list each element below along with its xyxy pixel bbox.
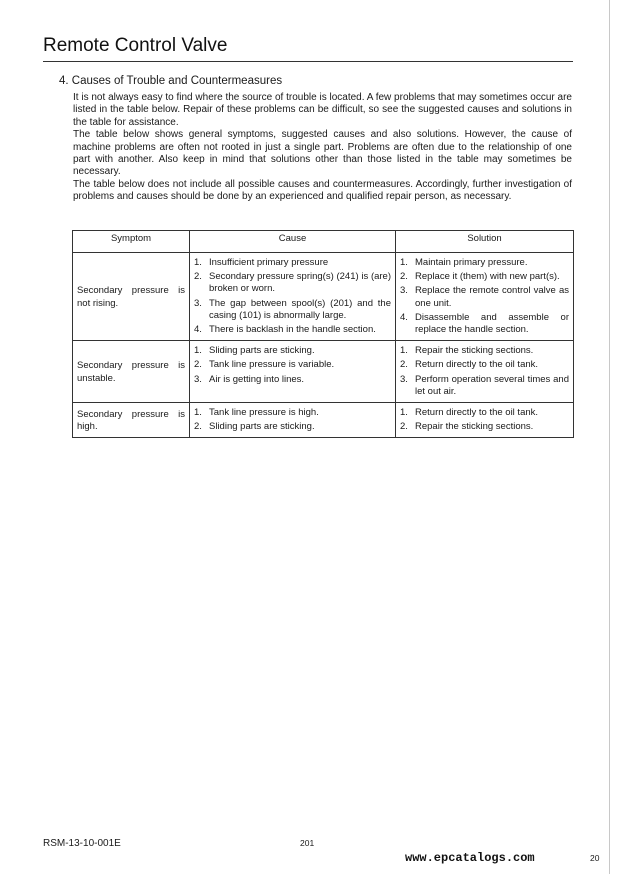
cause-item-text: Sliding parts are sticking. bbox=[209, 345, 315, 357]
solution-item-number: 1. bbox=[400, 257, 408, 268]
solution-item bbox=[400, 257, 569, 269]
page-number: 201 bbox=[300, 838, 315, 848]
paragraph: The table below shows general symptoms, suggested causes and also solutions. However, the cause of machine problems are often not rooted in just a single part. Problems are often due to the relationship of one part with another. Also keep in mind that solutions other than those listed in the table may sometimes be necessary. bbox=[73, 129, 572, 178]
solution-item bbox=[400, 407, 569, 419]
table-header-row bbox=[73, 231, 574, 253]
table-row bbox=[73, 403, 574, 438]
cause-item bbox=[194, 421, 391, 433]
sheet-number: 20 bbox=[590, 853, 600, 863]
solution-item-number: 2. bbox=[400, 271, 408, 283]
solution-item bbox=[400, 271, 569, 283]
paragraph: It is not always easy to find where the source of trouble is located. A few problems that may sometimes occur are listed in the table below. Repair of these problems can be difficult, so see the suggested causes and solutions in the table for assistance. bbox=[73, 92, 572, 128]
cause-item-text: Insufficient primary pressure bbox=[209, 257, 329, 268]
page-title: Remote Control Valve bbox=[43, 35, 228, 56]
cause-item bbox=[194, 271, 391, 295]
cause-item-number: 3. bbox=[194, 297, 202, 309]
cause-list bbox=[194, 345, 391, 386]
cause-item bbox=[194, 407, 391, 419]
cause-item-text: Sliding parts are sticking. bbox=[209, 421, 315, 433]
solution-item-number: 4. bbox=[400, 311, 408, 323]
cause-item-text: Secondary pressure spring(s) (241) is (are) broken or worn. bbox=[209, 271, 391, 295]
solution-list bbox=[400, 257, 569, 336]
symptom-cell: Secondary pressure is not rising. bbox=[73, 253, 190, 341]
solution-item-number: 1. bbox=[400, 407, 408, 419]
cause-item bbox=[194, 257, 391, 269]
cause-item bbox=[194, 298, 391, 322]
table-row bbox=[73, 253, 574, 341]
solution-item-text: Repair the sticking sections. bbox=[415, 345, 534, 357]
section-body bbox=[73, 92, 572, 204]
header-cause: Cause bbox=[190, 231, 396, 253]
cause-item bbox=[194, 374, 391, 386]
cause-item-number: 2. bbox=[194, 421, 202, 433]
solution-item bbox=[400, 359, 569, 371]
document-code: RSM-13-10-001E bbox=[43, 838, 121, 849]
cause-item bbox=[194, 324, 391, 336]
cause-item-number: 1. bbox=[194, 407, 202, 419]
cause-item-number: 1. bbox=[194, 345, 202, 357]
solution-cell bbox=[396, 403, 574, 438]
cause-item-number: 2. bbox=[194, 271, 202, 283]
header-symptom: Symptom bbox=[73, 231, 190, 253]
solution-item-number: 2. bbox=[400, 421, 408, 433]
solution-list bbox=[400, 407, 569, 433]
solution-item-number: 2. bbox=[400, 359, 408, 371]
section-heading: 4. Causes of Trouble and Countermeasures bbox=[59, 75, 283, 87]
solution-cell bbox=[396, 341, 574, 403]
cause-cell bbox=[190, 403, 396, 438]
table-body bbox=[73, 253, 574, 438]
cause-list bbox=[194, 407, 391, 433]
header-solution: Solution bbox=[396, 231, 574, 253]
cause-item-text: The gap between spool(s) (201) and the casing (101) is abnormally large. bbox=[209, 297, 391, 321]
solution-item-number: 1. bbox=[400, 345, 408, 357]
cause-item bbox=[194, 359, 391, 371]
cause-item-text: There is backlash in the handle section. bbox=[209, 324, 376, 336]
table-row bbox=[73, 341, 574, 403]
solution-item bbox=[400, 285, 569, 309]
cause-item-text: Air is getting into lines. bbox=[209, 373, 305, 385]
cause-item-number: 2. bbox=[194, 359, 202, 371]
symptom-cell: Secondary pressure is high. bbox=[73, 403, 190, 438]
watermark-url: www.epcatalogs.com bbox=[405, 851, 535, 865]
solution-item-text: Return directly to the oil tank. bbox=[415, 407, 539, 419]
paragraph: The table below does not include all possible causes and countermeasures. Accordingly, further investigation of problems and causes should be done by an experienced and qualified repair person, as necessary. bbox=[73, 178, 572, 203]
solution-item-text: Maintain primary pressure. bbox=[415, 257, 528, 268]
solution-cell bbox=[396, 253, 574, 341]
cause-item-number: 3. bbox=[194, 373, 202, 385]
solution-item bbox=[400, 312, 569, 336]
title-divider bbox=[43, 61, 573, 62]
cause-item-number: 1. bbox=[194, 257, 202, 268]
cause-item-text: Tank line pressure is variable. bbox=[209, 359, 335, 371]
solution-list bbox=[400, 345, 569, 398]
solution-item-text: Return directly to the oil tank. bbox=[415, 359, 539, 371]
solution-item bbox=[400, 374, 569, 398]
solution-item bbox=[400, 345, 569, 357]
solution-item-text: Repair the sticking sections. bbox=[415, 421, 534, 433]
cause-cell bbox=[190, 253, 396, 341]
solution-item-text: Disassemble and assemble or replace the handle section. bbox=[415, 311, 569, 336]
cause-item bbox=[194, 345, 391, 357]
trouble-table bbox=[72, 230, 574, 438]
symptom-cell: Secondary pressure is unstable. bbox=[73, 341, 190, 403]
solution-item-text: Replace it (them) with new part(s). bbox=[415, 271, 560, 283]
cause-cell bbox=[190, 341, 396, 403]
solution-item-text: Replace the remote control valve as one unit. bbox=[415, 285, 569, 309]
solution-item-text: Perform operation several times and let out air. bbox=[415, 373, 569, 397]
cause-item-text: Tank line pressure is high. bbox=[209, 407, 319, 419]
solution-item-number: 3. bbox=[400, 285, 408, 297]
cause-list bbox=[194, 257, 391, 336]
cause-item-number: 4. bbox=[194, 324, 202, 336]
solution-item-number: 3. bbox=[400, 373, 408, 385]
solution-item bbox=[400, 421, 569, 433]
